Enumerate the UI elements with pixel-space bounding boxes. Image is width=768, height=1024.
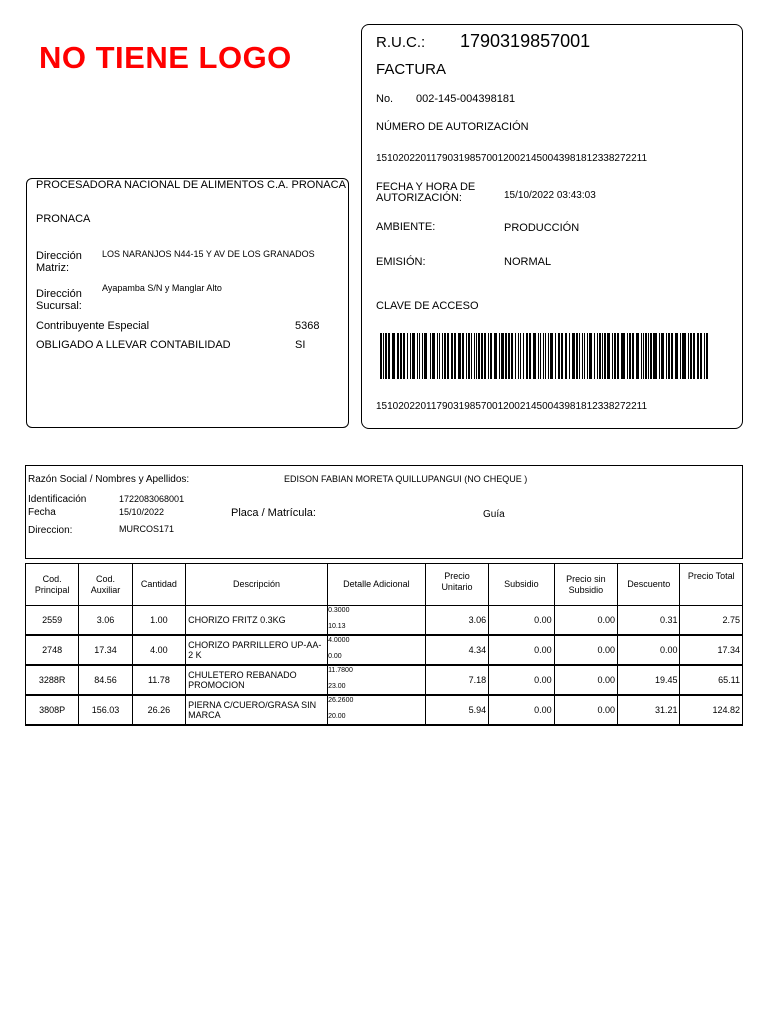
date-value: 15/10/2022	[119, 507, 165, 517]
ruc-value: 1790319857001	[460, 31, 591, 51]
header-cod-principal: Cod. Principal	[26, 564, 79, 606]
header-descripcion: Descripción	[186, 564, 328, 606]
invoice-type: FACTURA	[376, 61, 447, 78]
emission-value: NORMAL	[504, 256, 552, 268]
main-address-value: LOS NARANJOS N44-15 Y AV DE LOS GRANADOS	[102, 249, 315, 259]
cell-cod-auxiliar: 84.56	[79, 665, 132, 695]
barcode-bar	[706, 333, 708, 379]
access-key: 1510202201179031985700120021450043981812338272211	[376, 401, 648, 412]
address-value: MURCOS171	[119, 524, 175, 534]
access-key-label: CLAVE DE ACCESO	[376, 300, 479, 312]
cell-precio-total: 65.11	[680, 665, 743, 695]
authorization-date: 15/10/2022 03:43:03	[504, 190, 596, 201]
cell-cod-principal: 3808P	[26, 695, 79, 725]
cell-precio-unitario: 5.94	[425, 695, 488, 725]
cell-precio-unitario: 7.18	[425, 665, 488, 695]
cell-descuento: 0.00	[618, 635, 680, 665]
cell-precio-total: 17.34	[680, 635, 743, 665]
issuer-legal-name: PROCESADORA NACIONAL DE ALIMENTOS C.A. PRONACA	[36, 179, 346, 191]
cell-cod-principal: 2748	[26, 635, 79, 665]
cell-cod-principal: 2559	[26, 606, 79, 636]
cell-cod-auxiliar: 3.06	[79, 606, 132, 636]
cell-cod-auxiliar: 17.34	[79, 635, 132, 665]
cell-cantidad: 26.26	[132, 695, 185, 725]
detail-line-2: 0.00	[328, 653, 342, 660]
cell-descripcion: CHORIZO FRITZ 0.3KG	[186, 606, 328, 636]
header-subsidio: Subsidio	[489, 564, 554, 606]
branch-address-label: Dirección Sucursal:	[36, 288, 82, 312]
customer-name-label: Razón Social / Nombres y Apellidos:	[28, 474, 190, 485]
cell-cantidad: 11.78	[132, 665, 185, 695]
cell-precio-total: 124.82	[680, 695, 743, 725]
emission-label: EMISIÓN:	[376, 256, 426, 268]
detail-line-2: 23.00	[328, 683, 346, 690]
issuer-trade-name: PRONACA	[36, 213, 91, 225]
header-cod-auxiliar: Cod. Auxiliar	[79, 564, 132, 606]
cell-descuento: 19.45	[618, 665, 680, 695]
header-precio-total: Precio Total	[680, 564, 743, 606]
detail-line-1: 26.2600	[328, 697, 354, 704]
invoice-number: 002-145-004398181	[416, 93, 516, 105]
address-label: Direccion:	[28, 525, 73, 536]
table-row	[26, 606, 743, 636]
cell-detalle	[328, 695, 426, 725]
branch-address-value: Ayapamba S/N y Manglar Alto	[102, 283, 222, 293]
cell-precio-sin-subsidio: 0.00	[554, 695, 617, 725]
accounting-label: OBLIGADO A LLEVAR CONTABILIDAD	[36, 339, 231, 351]
customer-id: 1722083068001	[119, 494, 185, 504]
detail-line-1: 0.3000	[328, 607, 350, 614]
special-taxpayer-label: Contribuyente Especial	[36, 320, 150, 332]
guide-label: Guía	[483, 509, 505, 520]
environment-label: AMBIENTE:	[376, 221, 436, 233]
cell-descuento: 0.31	[618, 606, 680, 636]
cell-detalle	[328, 635, 426, 665]
cell-cantidad: 1.00	[132, 606, 185, 636]
cell-detalle	[328, 606, 426, 636]
authorization-number: 1510202201179031985700120021450043981812338272211	[376, 153, 648, 164]
detail-line-1: 11.7800	[328, 667, 353, 674]
header-cantidad: Cantidad	[132, 564, 185, 606]
cell-cod-auxiliar: 156.03	[79, 695, 132, 725]
header-precio-sin-subsidio: Precio sin Subsidio	[554, 564, 617, 606]
cell-descuento: 31.21	[618, 695, 680, 725]
cell-subsidio: 0.00	[489, 606, 554, 636]
special-taxpayer-value: 5368	[295, 320, 320, 332]
header-detalle: Detalle Adicional	[328, 564, 426, 606]
table-row	[26, 695, 743, 725]
cell-precio-sin-subsidio: 0.00	[554, 635, 617, 665]
plate-label: Placa / Matrícula:	[231, 507, 316, 519]
cell-precio-unitario: 3.06	[425, 606, 488, 636]
detail-line-2: 10.13	[328, 623, 346, 630]
table-row	[26, 635, 743, 665]
access-key-barcode	[380, 333, 710, 379]
header-precio-unitario: Precio Unitario	[425, 564, 488, 606]
detail-line-1: 4.0000	[328, 637, 350, 644]
cell-detalle	[328, 665, 426, 695]
authorization-date-label: FECHA Y HORA DE AUTORIZACIÓN:	[376, 181, 476, 204]
cell-subsidio: 0.00	[489, 695, 554, 725]
cell-precio-sin-subsidio: 0.00	[554, 606, 617, 636]
cell-descripcion: CHULETERO REBANADO PROMOCION	[186, 665, 328, 695]
cell-precio-total: 2.75	[680, 606, 743, 636]
invoice-number-label: No.	[376, 93, 394, 105]
cell-descripcion: PIERNA C/CUERO/GRASA SIN MARCA	[186, 695, 328, 725]
logo-placeholder: NO TIENE LOGO	[39, 40, 292, 75]
items-table	[25, 563, 743, 726]
cell-subsidio: 0.00	[489, 665, 554, 695]
ruc-label: R.U.C.:	[376, 34, 426, 51]
environment-value: PRODUCCIÓN	[504, 222, 580, 234]
table-row	[26, 665, 743, 695]
customer-id-label: Identificación	[28, 494, 87, 505]
accounting-value: SI	[295, 339, 306, 351]
authorization-label: NÚMERO DE AUTORIZACIÓN	[376, 121, 529, 133]
cell-cod-principal: 3288R	[26, 665, 79, 695]
date-label: Fecha	[28, 507, 56, 518]
cell-precio-unitario: 4.34	[425, 635, 488, 665]
cell-descripcion: CHORIZO PARRILLERO UP-AA-2 K	[186, 635, 328, 665]
cell-cantidad: 4.00	[132, 635, 185, 665]
main-address-label: Dirección Matriz:	[36, 250, 82, 274]
cell-subsidio: 0.00	[489, 635, 554, 665]
detail-line-2: 20.00	[328, 713, 346, 720]
cell-precio-sin-subsidio: 0.00	[554, 665, 617, 695]
customer-name: EDISON FABIAN MORETA QUILLUPANGUI (NO CHEQUE )	[284, 474, 528, 484]
header-descuento: Descuento	[618, 564, 680, 606]
